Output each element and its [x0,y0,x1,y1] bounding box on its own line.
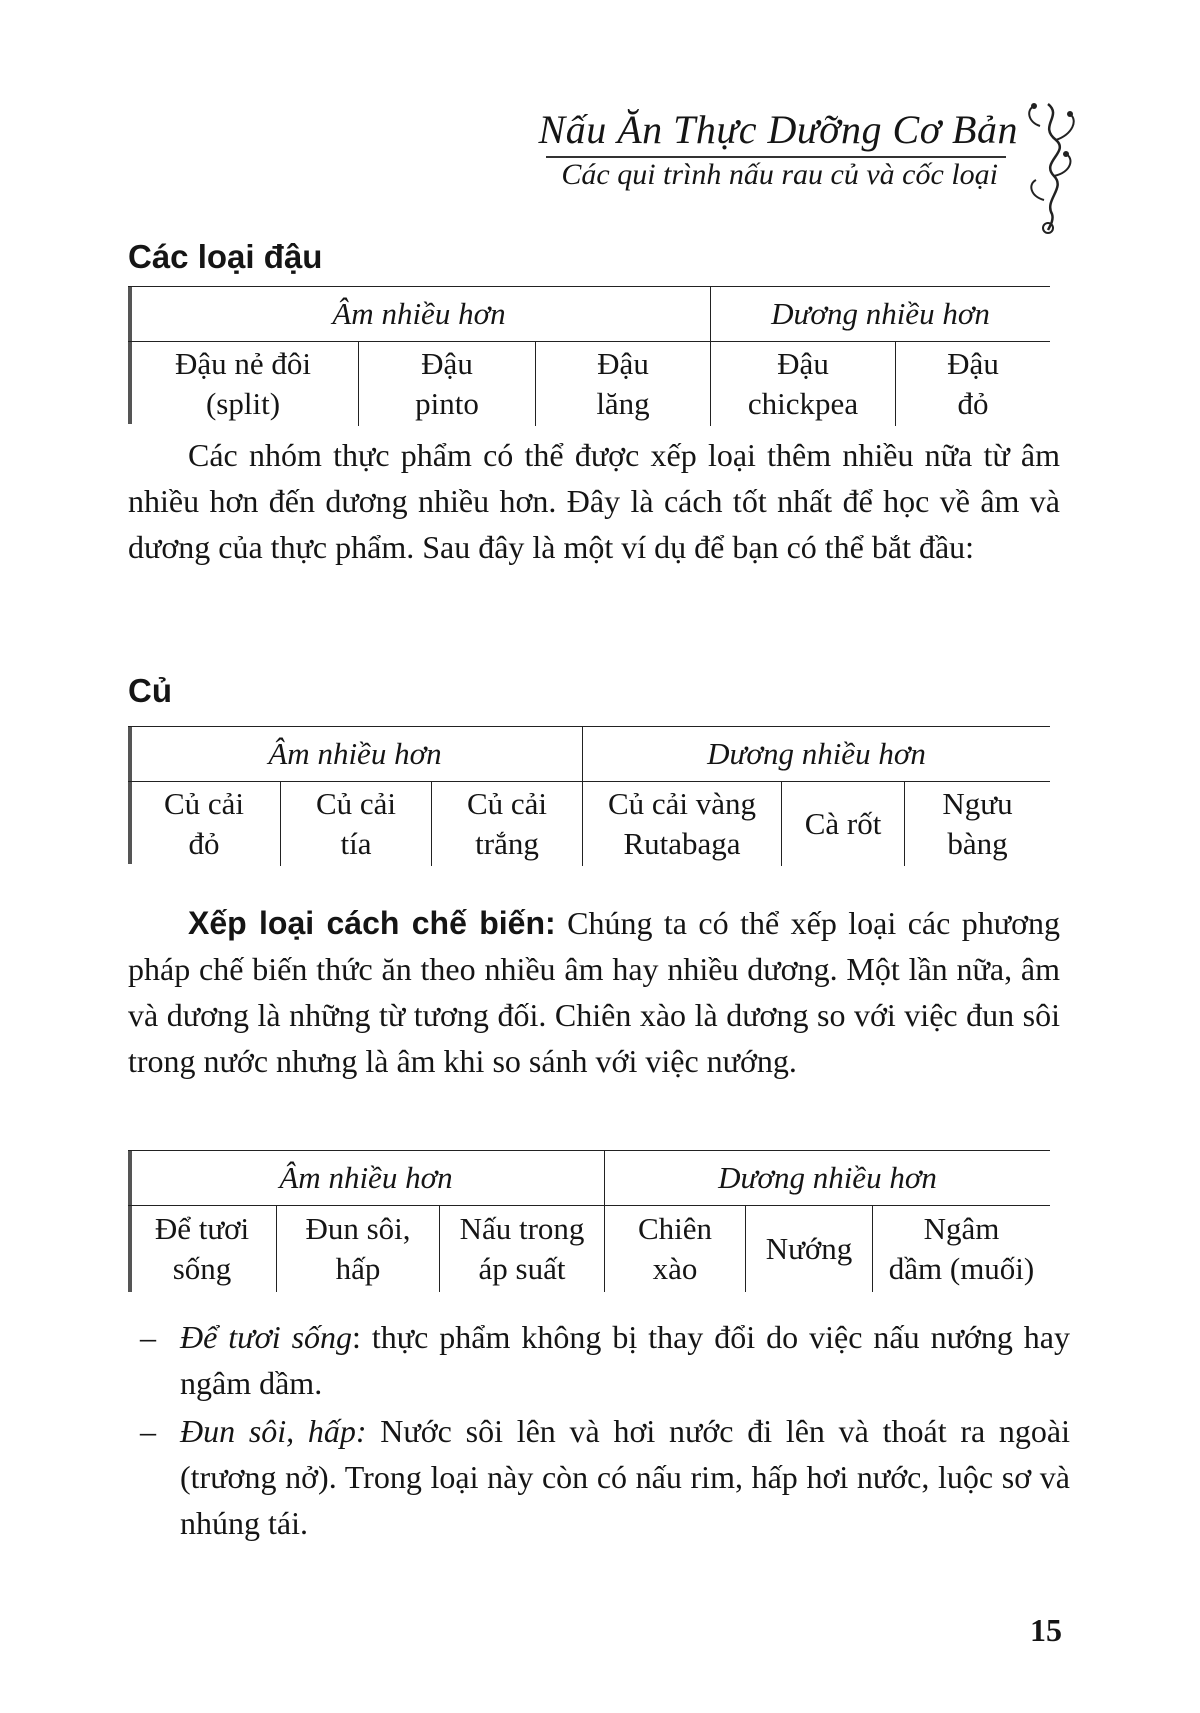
table-cell: Đậu pinto [359,342,536,427]
page-number: 15 [1030,1612,1062,1648]
group-yin: Âm nhiều hơn [128,727,583,782]
list-item [140,1314,1071,1406]
table-row [128,342,1050,427]
table-cell: Chiên xào [605,1206,746,1293]
list-item [140,1408,1071,1546]
book-title: Nấu Ăn Thực Dưỡng Cơ Bản [538,107,1018,152]
paragraph-classification: Các nhóm thực phẩm có thể được xếp loại thêm nhiều nữa từ âm nhiều hơn đến dương nhiều hơn. Đây là cách tốt nhất để học về âm và dương của thực phẩm. Sau đây là một ví dụ để bạn có thể bắt đầu: [128,437,1060,565]
paragraph-lead: Xếp loại cách chế biến: [188,905,556,941]
table-cell: Nướng [746,1206,873,1293]
list-term: Đun sôi, hấp: [180,1413,367,1449]
table-cell: Củ cải đỏ [128,782,281,867]
table-cell: Đậu nẻ đôi (split) [128,342,359,427]
table-cell: Đậu đỏ [947,346,999,421]
table-cell: Củ cải vàng Rutabaga [583,782,782,867]
list-text: : thực phẩm không bị thay đổi do việc nấu nướng hay ngâm dầm. [180,1319,1071,1401]
table-cell: Để tươi sống [128,1206,277,1293]
chapter-subtitle: Các qui trình nấu rau củ và cốc loại [561,158,998,191]
table-group-row [128,1151,1050,1206]
table-cell: Ngưu bàng [942,786,1013,861]
table-cell: Đun sôi, hấp [277,1206,440,1293]
vine-ornament-icon [1018,96,1088,236]
group-yang: Dương nhiều hơn [711,287,1051,342]
list-dash: – [140,1413,156,1449]
table-row [128,782,1050,867]
group-yin: Âm nhiều hơn [128,1151,605,1206]
beans-table [128,286,1050,426]
group-yang: Dương nhiều hơn [605,1151,1051,1206]
table-cell: Đậu lăng [536,342,711,427]
list-term: Để tươi sống [180,1319,353,1355]
table-group-row [128,287,1050,342]
list-dash: – [140,1319,156,1355]
methods-table [128,1150,1050,1292]
paragraph-cooking-methods [128,900,1060,1084]
list-text: Nước sôi lên và hơi nước đi lên và thoát ra ngoài (trương nở). Trong loại này còn có nấu rim, hấp hơi nước, luộc sơ và nhúng tái. [180,1413,1071,1541]
table-row [128,1206,1050,1293]
table-group-row [128,727,1050,782]
table-cell: Nấu trong áp suất [440,1206,605,1293]
group-yang: Dương nhiều hơn [583,727,1051,782]
table-cell: Đậu chickpea [711,342,896,427]
table-cell: Củ cải tía [281,782,432,867]
table-cell: Ngâm dầm (muối) [888,1211,1035,1286]
beans-heading: Các loại đậu [128,238,323,275]
roots-heading: Củ [128,672,172,709]
running-header [528,96,1088,236]
table-cell: Củ cải trắng [432,782,583,867]
paragraph-body: Chúng ta có thể xếp loại các phương pháp chế biến thức ăn theo nhiều âm hay nhiều dương. Một lần nữa, âm và dương là những từ tương đối. Chiên xào là dương so với việc đun sôi trong nước nhưng là âm khi so sánh với việc nướng. [128,905,1061,1079]
roots-table [128,726,1050,866]
table-cell: Cà rốt [782,782,905,867]
group-yin: Âm nhiều hơn [128,287,711,342]
